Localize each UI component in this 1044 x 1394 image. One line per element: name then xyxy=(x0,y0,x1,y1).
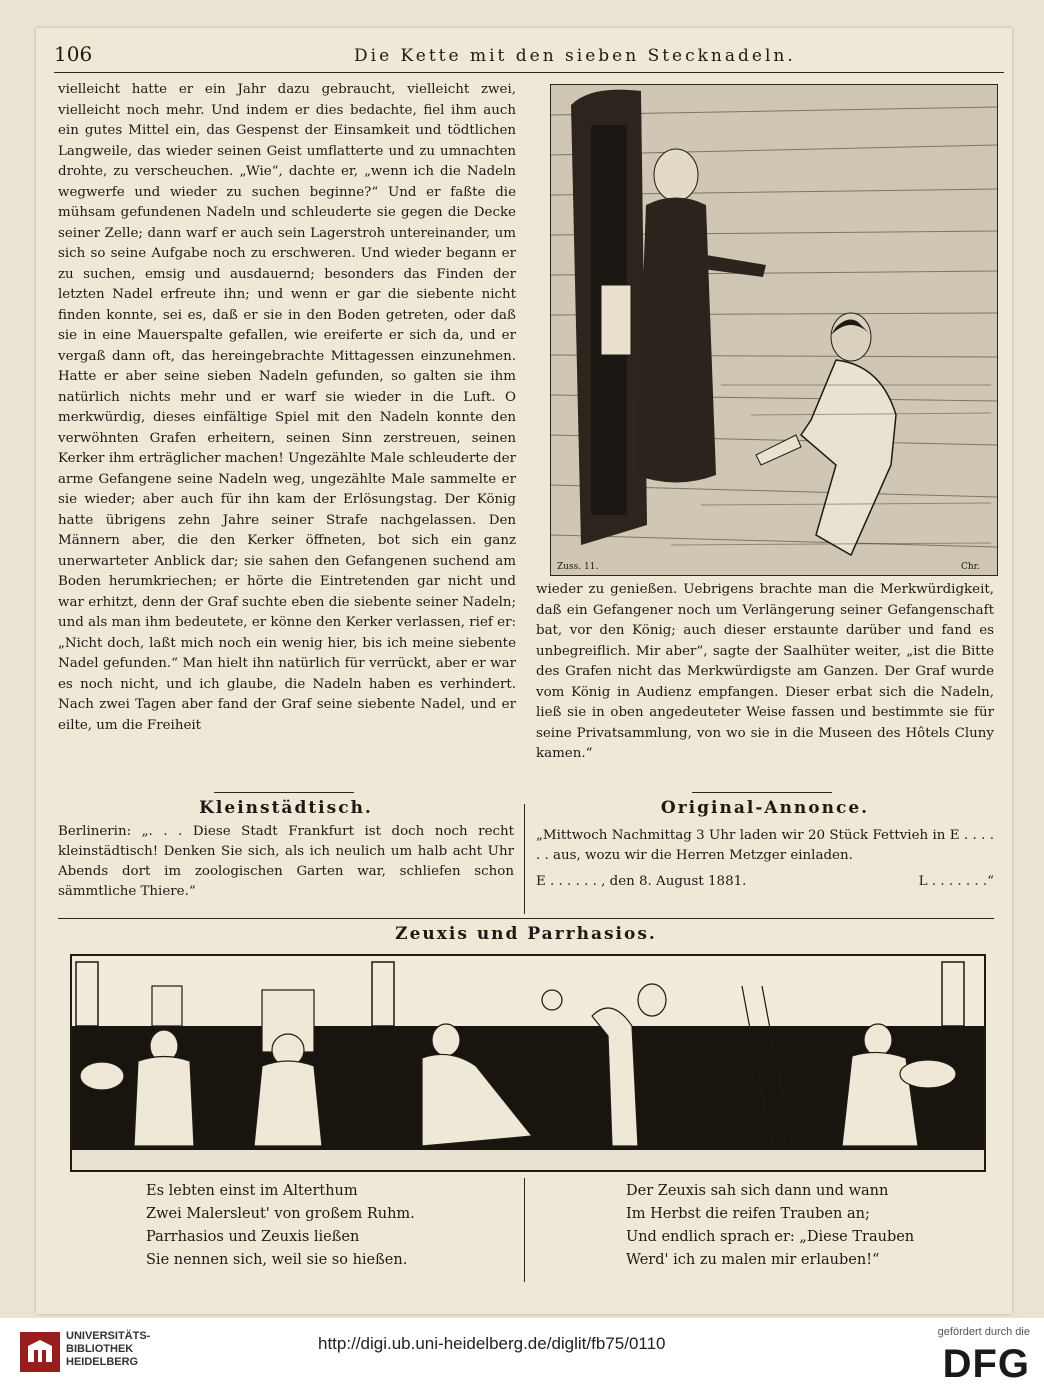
poem-line: Parrhasios und Zeuxis ließen xyxy=(146,1229,360,1245)
annonce-place-date: E . . . . . . , den 8. August 1881. xyxy=(536,874,747,889)
zeuxis-title: Zeuxis und Parrhasios. xyxy=(395,924,657,944)
library-name-line2: BIBLIOTHEK xyxy=(66,1343,134,1355)
poem-stanza-right xyxy=(626,1180,914,1272)
prison-illustration xyxy=(550,84,998,576)
poem-line: Sie nennen sich, weil sie so hießen. xyxy=(146,1252,408,1268)
university-library-logo-icon xyxy=(20,1332,60,1372)
divider-zeuxis xyxy=(58,918,994,919)
page-title: Die Kette mit den sieben Stecknadeln. xyxy=(354,46,796,66)
annonce-signature: L . . . . . . .“ xyxy=(918,874,994,889)
poem-line: Der Zeuxis sah sich dann und wann xyxy=(626,1183,889,1199)
divider-left xyxy=(214,792,354,793)
annonce-title: Original-Annonce. xyxy=(660,798,870,818)
kleinstaedtisch-title: Kleinstädtisch. xyxy=(199,798,373,818)
story-right-column xyxy=(536,580,994,792)
zeuxis-painters-engraving xyxy=(72,956,984,1170)
page-header xyxy=(54,42,1004,73)
poem-stanza-left xyxy=(146,1180,415,1272)
story-left-column xyxy=(58,80,516,792)
permalink-url[interactable]: http://digi.ub.uni-heidelberg.de/diglit/fb75/0110 xyxy=(318,1334,666,1353)
poem-line: Es lebten einst im Alterthum xyxy=(146,1183,358,1199)
annonce-text xyxy=(536,826,994,892)
poem-line: Im Herbst die reifen Trauben an; xyxy=(626,1206,870,1222)
dfg-logo: DFG xyxy=(942,1342,1030,1386)
prison-engraving xyxy=(551,85,997,575)
kleinstaedtisch-text xyxy=(58,822,514,902)
scanned-page xyxy=(36,28,1012,1314)
digitization-footer xyxy=(0,1318,1044,1394)
library-name-line3: HEIDELBERG xyxy=(66,1356,139,1368)
story-paragraph-left: vielleicht hatte er ein Jahr dazu gebraucht, vielleicht zwei, vielleicht noch mehr. Und indem er dies bedachte, fiel ihm auch ein gutes Mittel ein, das Gespenst der Einsamkeit und tödtlichen Langweile, das wieder seinen Geist umflatterte und zu umnachten drohte, zu verscheuchen. „Wie“, dachte er, „wenn ich die Nadeln wegwerfe und wieder zu suchen beginne?“ Und er faßte die mühsam gefundenen Nadeln und schleuderte sie gegen die Decke seiner Zelle; dann warf er auch sein Lagerstroh untereinander, um sich so seine Aufgabe noch zu erschweren. Und wieder begann er zu suchen, emsig und ausdauernd; besonders das Finden der letzten Nadel erfreute ihn; und wenn er gar die siebente nicht finden konnte, sei es, daß er sie in den Boden getreten, oder daß sie in eine Mauerspalte gefallen, wie ereiferte er sich da, und er vergaß dann oft, das hereingebrachte Mittagessen einzunehmen. Hatte er aber seine sieben Nadeln gefunden, so galten sie ihm natürlich nichts mehr und er warf sie wieder in die Luft. O merkwürdig, dieses einfältige Spiel mit den Nadeln konnte den verwöhnten Grafen erheitern, seinen Sinn zerstreuen, seinen Kerker ihm erträglicher machen! Ungezählte Male schleuderte der arme Gefangene seine Nadeln weg, ungezählte Male sammelte er sie wieder; aber auch für ihn kam der Erlösungstag. Der König hatte übrigens zehn Jahre seiner Strafe nachgelassen. Den Männern aber, die den Kerker öffneten, bot sich ein ganz unerwarteter Anblick dar; sie sahen den Gefangenen suchend am Boden herumkriechen; er hörte die Eintretenden gar nicht und war erhitzt, denn der Graf suchte eben die siebente seiner Nadeln; und als man ihm bedeutete, er könne den Kerker verlassen, rief er: „Nicht doch, laßt mich noch ein wenig hier, bis ich meine siebente Nadel gefunden.“ Man hielt ihn natürlich für verrückt, aber er war es noch nicht, und ich glaube, die Nadeln haben es verhindert. Nach zwei Tagen aber fand der Graf seine siebente Nadel, und er eilte, um die Freiheit xyxy=(58,82,516,733)
library-name-line1: UNIVERSITÄTS- xyxy=(66,1330,151,1342)
story-paragraph-right: wieder zu genießen. Uebrigens brachte man die Merkwürdigkeit, daß ein Gefangener noch um Verlängerung seiner Gefangenschaft bat, vor den König; auch dieser erstaunte darüber und fand es unbegreiflich. Mir aber“, sagte der Saalhüter weiter, „ist die Bitte des Grafen nicht das Merkwürdigste am Ganzen. Der Graf wurde vom König in Audienz empfangen. Dieser erbat sich die Nadeln, ließ sie in oben angedeuteter Weise fassen und bestimmte sie für seine Privatsammlung, von wo sie in die Museen des Hôtels Cluny kamen.“ xyxy=(536,582,994,761)
library-name xyxy=(66,1330,150,1369)
page-number: 106 xyxy=(54,42,93,66)
annonce-line2 xyxy=(536,872,994,892)
illustration-signature-left: Zuss. 11. xyxy=(557,562,599,572)
annonce-line1: „Mittwoch Nachmittag 3 Uhr laden wir 20 Stück Fettvieh in E . . . . . . aus, wozu wir die Herren Metzger einladen. xyxy=(536,828,994,863)
column-divider-anecdotes xyxy=(524,804,525,914)
poem-line: Und endlich sprach er: „Diese Trauben xyxy=(626,1229,915,1245)
zeuxis-banner-illustration xyxy=(70,954,986,1172)
poem-line: Werd' ich zu malen mir erlauben!“ xyxy=(626,1252,880,1268)
kleinstaedtisch-paragraph: Berlinerin: „. . . Diese Stadt Frankfurt ist doch noch recht kleinstädtisch! Denken Sie sich, als ich neulich um halb acht Uhr Abends dort im zoologischen Garten war, schliefen schon sämmtliche Thiere.“ xyxy=(58,824,514,899)
funded-by-label: gefördert durch die xyxy=(937,1326,1030,1338)
illustration-signature-right: Chr. xyxy=(961,562,980,572)
divider-right xyxy=(692,792,832,793)
poem-line: Zwei Malersleut' von großem Ruhm. xyxy=(146,1206,415,1222)
column-divider-poem xyxy=(524,1178,525,1282)
